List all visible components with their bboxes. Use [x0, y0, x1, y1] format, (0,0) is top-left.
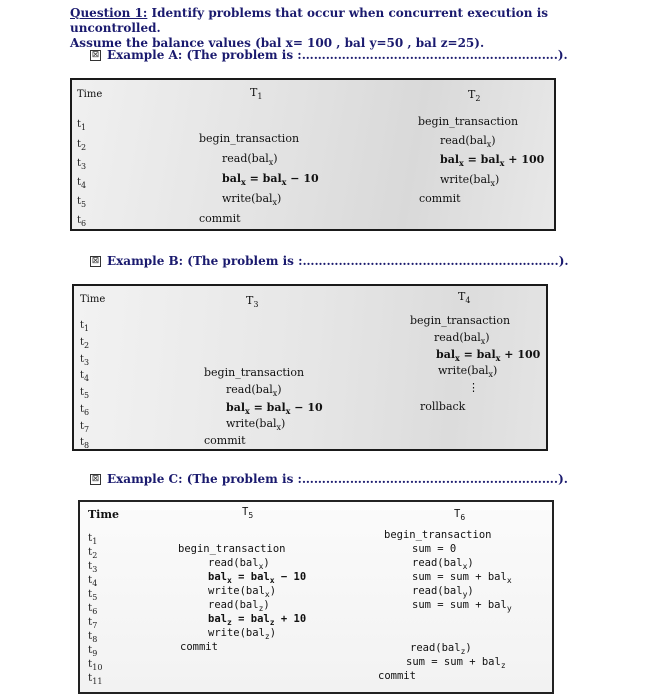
example-a-schedule: [70, 78, 556, 231]
question-label: Question 1:: [70, 6, 148, 20]
t5-write-x: write(bal$_x$): [208, 585, 277, 600]
t3-read: read(bal$_x$): [226, 383, 282, 399]
t5-begin: begin_transaction: [178, 543, 286, 555]
t2-header: $T_2$: [468, 88, 481, 104]
t4-read: read(bal$_x$): [434, 331, 490, 347]
tick-t2: $t_2$: [88, 546, 98, 561]
t1-read: read(bal$_x$): [222, 152, 278, 168]
tick-t8: $t_8$: [80, 437, 90, 450]
t5-commit: commit: [180, 641, 218, 653]
t2-assign: bal$_x$ = bal$_x$ + 100: [440, 153, 545, 169]
tick-t4: $t_4$: [80, 370, 90, 383]
example-c-heading: [90, 472, 568, 486]
t1-header: $T_1$: [250, 86, 263, 102]
t5-write-z: write(bal$_z$): [208, 627, 277, 642]
t6-sum-y: sum = sum + bal$_y$: [412, 599, 512, 614]
t6-sum0: sum = 0: [412, 543, 457, 555]
example-b-heading: [90, 254, 569, 268]
tick-t7: $t_7$: [88, 616, 98, 631]
t2-begin: begin_transaction: [418, 115, 519, 128]
tick-t10: $t_{10}$: [88, 658, 103, 673]
time-label: Time: [88, 508, 120, 521]
t3-assign: bal$_x$ = bal$_x$ − 10: [226, 401, 323, 417]
t6-read-z: read(bal$_z$): [410, 642, 472, 657]
t5-assign-x: bal$_x$ = bal$_x$ − 10: [208, 571, 307, 586]
tick-t5: $t_5$: [80, 387, 90, 400]
t1-begin: begin_transaction: [199, 132, 300, 145]
tick-t6: $t_6$: [80, 404, 90, 417]
t3-begin: begin_transaction: [204, 366, 305, 379]
checkbox-icon: ⊠: [91, 49, 100, 60]
tick-t1: $t_1$: [88, 532, 98, 547]
checkbox-icon: ⊠: [91, 255, 100, 266]
t5-header: $T_5$: [242, 506, 254, 521]
time-label: Time: [77, 89, 103, 100]
tick-t6: $t_6$: [88, 602, 98, 617]
t4-begin: begin_transaction: [410, 314, 511, 327]
t6-sum-z: sum = sum + bal$_z$: [406, 656, 506, 671]
question-assumption: Assume the balance values (bal x= 100 , bal y=50 , bal z=25).: [70, 36, 485, 50]
t1-commit: commit: [199, 212, 241, 225]
tick-t2: $t_2$: [80, 337, 90, 350]
example-b-schedule: [72, 284, 548, 451]
t6-read-x: read(bal$_x$): [412, 557, 474, 572]
time-label: Time: [80, 294, 106, 305]
t2-write: write(bal$_x$): [440, 173, 500, 189]
tick-t8: $t_8$: [88, 630, 98, 645]
t6-read-y: read(bal$_y$): [412, 585, 474, 600]
t6-commit: commit: [378, 670, 416, 682]
example-c-schedule: [78, 500, 554, 694]
tick-t7: $t_7$: [80, 421, 90, 434]
tick-t4: $t_4$: [77, 177, 87, 190]
tick-t3: $t_3$: [80, 354, 90, 367]
t2-read: read(bal$_x$): [440, 134, 496, 150]
tick-t9: $t_9$: [88, 644, 98, 659]
tick-t6: $t_6$: [77, 215, 87, 228]
example-a-heading: [90, 48, 568, 62]
t6-begin: begin_transaction: [384, 529, 492, 541]
t6-sum-x: sum = sum + bal$_x$: [412, 571, 512, 586]
tick-t3: $t_3$: [77, 158, 87, 171]
t5-assign-z: bal$_z$ = bal$_z$ + 10: [208, 613, 307, 628]
tick-t1: $t_1$: [77, 119, 87, 132]
t4-write: write(bal$_x$): [438, 364, 498, 380]
t4-assign: bal$_x$ = bal$_x$ + 100: [436, 348, 541, 364]
tick-t11: $t_{11}$: [88, 672, 103, 687]
tick-t2: $t_2$: [77, 139, 87, 152]
t3-commit: commit: [204, 434, 246, 447]
t2-commit: commit: [419, 192, 461, 205]
example-b-text: Example B: (The problem is :……………………………………………………….).: [107, 254, 569, 268]
t4-rollback: rollback: [420, 400, 466, 413]
t5-read-z: read(bal$_z$): [208, 599, 270, 614]
checkbox-icon: ⊠: [91, 473, 100, 484]
tick-t5: $t_5$: [88, 588, 98, 603]
t1-assign: bal$_x$ = bal$_x$ − 10: [222, 172, 319, 188]
t4-ellipsis: ⋮: [468, 381, 479, 394]
t5-read-x: read(bal$_x$): [208, 557, 270, 572]
example-c-text: Example C: (The problem is :……………………………………………………….).: [107, 472, 568, 486]
t4-header: $T_4$: [458, 290, 471, 306]
t3-header: $T_3$: [246, 294, 259, 310]
t1-write: write(bal$_x$): [222, 192, 282, 208]
question-text: Identify problems that occur when concurrent execution is uncontrolled.: [70, 6, 549, 35]
t6-header: $T_6$: [454, 508, 466, 523]
t3-write: write(bal$_x$): [226, 417, 286, 433]
example-a-text: Example A: (The problem is :……………………………………………………….).: [107, 48, 568, 62]
tick-t1: $t_1$: [80, 320, 90, 333]
question: [70, 6, 630, 51]
tick-t3: $t_3$: [88, 560, 98, 575]
tick-t4: $t_4$: [88, 574, 98, 589]
tick-t5: $t_5$: [77, 196, 87, 209]
